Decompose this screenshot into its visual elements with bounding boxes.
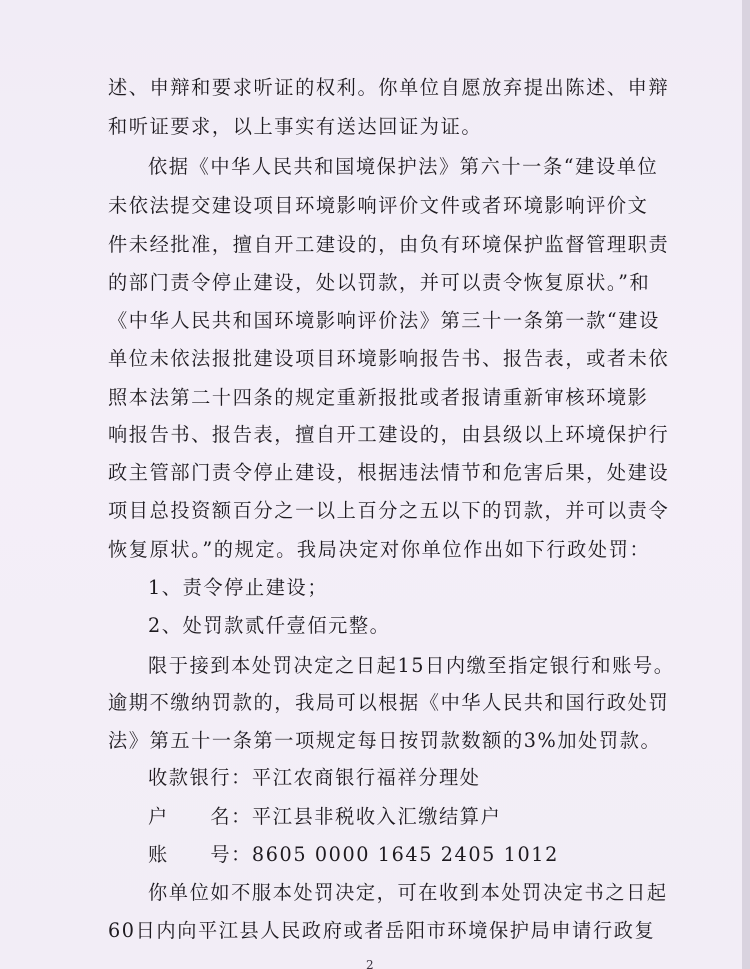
text-line-4: 未依法提交建设项目环境影响评价文件或者环境影响评价文 <box>108 194 649 217</box>
text-line-17: 逾期不缴纳罚款的，我局可以根据《中华人民共和国行政处罚 <box>108 691 670 714</box>
text-line-20: 户 名：平江县非税收入汇缴结算户 <box>148 805 502 828</box>
text-line-1: 述、申辩和要求听证的权利。你单位自愿放弃提出陈述、申辩 <box>108 76 670 99</box>
text-line-8: 单位未依法报批建设项目环境影响报告书、报告表，或者未依 <box>108 347 670 370</box>
text-line-21: 账 号：8605 0000 1645 2405 1012 <box>148 843 559 866</box>
text-line-16: 限于接到本处罚决定之日起15日内缴至指定银行和账号。 <box>148 654 675 677</box>
text-line-12: 项目总投资额百分之一以上百分之五以下的罚款，并可以责令 <box>108 499 670 522</box>
text-line-19: 收款银行：平江农商银行福祥分理处 <box>148 766 481 789</box>
text-line-22: 你单位如不服本处罚决定，可在收到本处罚决定书之日起 <box>148 881 668 904</box>
text-line-9: 照本法第二十四条的规定重新报批或者报请重新审核环境影 <box>108 386 649 409</box>
text-line-6: 的部门责令停止建设，处以罚款，并可以责令恢复原状。”和 <box>108 271 651 294</box>
text-line-2: 和听证要求，以上事实有送达回证为证。 <box>108 115 483 138</box>
text-line-18: 法》第五十一条第一项规定每日按罚款数额的3%加处罚款。 <box>108 729 662 752</box>
text-line-15: 2、处罚款贰仟壹佰元整。 <box>148 614 391 637</box>
page-number: 2 <box>366 958 374 969</box>
text-line-7: 《中华人民共和国环境影响评价法》第三十一条第一款“建设 <box>108 309 660 332</box>
text-line-11: 政主管部门责令停止建设，根据违法情节和危害后果，处建设 <box>108 461 670 484</box>
text-line-23: 60日内向平江县人民政府或者岳阳市环境保护局申请行政复 <box>108 919 656 942</box>
text-line-5: 件未经批准，擅自开工建设的，由负有环境保护监督管理职责 <box>108 233 670 256</box>
text-line-14: 1、责令停止建设； <box>148 576 329 599</box>
text-line-13: 恢复原状。”的规定。我局决定对你单位作出如下行政处罚： <box>108 538 651 561</box>
text-line-3: 依据《中华人民共和国境保护法》第六十一条“建设单位 <box>148 155 659 178</box>
text-line-10: 响报告书、报告表，擅自开工建设的，由县级以上环境保护行 <box>108 423 670 446</box>
